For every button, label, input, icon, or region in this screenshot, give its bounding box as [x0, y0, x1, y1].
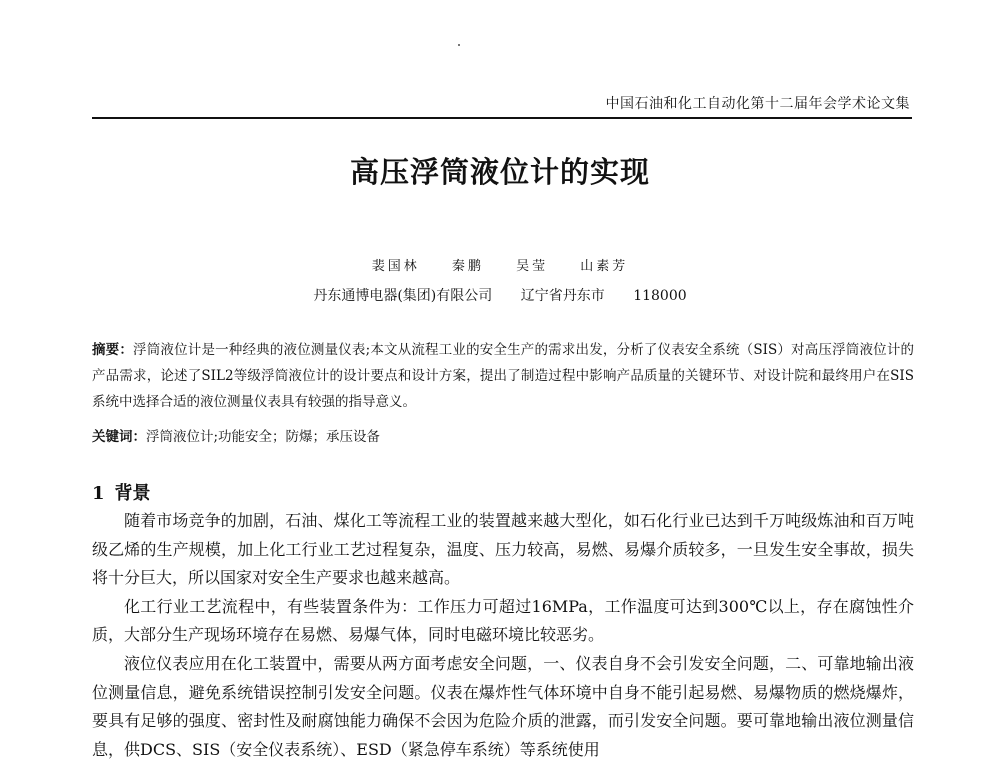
abstract-text: 浮筒液位计是一种经典的液位测量仪表;本文从流程工业的安全生产的需求出发，分析了仪表安全系统（SIS）对高压浮筒液位计的产品需求，论述了SIL2等级浮筒液位计的设计要点和设计方案，提出了制造过程中影响产品质量的关键环节、对设计院和最终用户在SIS系统中选择合适的液位测量仪表具有较强的指导意义。 — [92, 342, 914, 410]
section-title: 背景 — [114, 483, 151, 504]
keywords — [92, 425, 914, 449]
author-name: 吴莹 — [516, 259, 549, 274]
body-paragraph: 化工行业工艺流程中，有些装置条件为：工作压力可超过16MPa，工作温度可达到300℃以上，存在腐蚀性介质，大部分生产现场环境存在易燃、易爆气体，同时电磁环境比较恶劣。 — [92, 596, 914, 645]
author-name: 裴国林 — [371, 259, 420, 274]
body-paragraph: 液位仪表应用在化工装置中，需要从两方面考虑安全问题，一、仪表自身不会引发安全问题，二、可靠地输出液位测量信息，避免系统错误控制引发安全问题。仪表在爆炸性气体环境中自身不能引起易燃、易爆物质的燃烧爆炸，要具有足够的强度、密封性及耐腐蚀能力确保不会因为危险介质的泄露，而引发安全问题。要可靠地输出液位测量信息，供DCS、SIS（安全仪表系统）、ESD（紧急停车系统）等系统使用 — [92, 653, 914, 759]
section-body — [92, 507, 914, 764]
scan-speck — [458, 44, 460, 46]
affiliation-place: 辽宁省丹东市 — [520, 288, 605, 304]
body-paragraph: 随着市场竞争的加剧，石油、煤化工等流程工业的装置越来越大型化，如石化行业已达到千万吨级炼油和百万吨级乙烯的生产规模，加上化工行业工艺过程复杂，温度、压力较高，易燃、易爆介质较多，一旦发生安全事故，损失将十分巨大，所以国家对安全生产要求也越来越高。 — [92, 511, 914, 588]
abstract-label: 摘要： — [92, 342, 134, 358]
abstract — [92, 337, 914, 415]
section-heading — [92, 479, 151, 505]
affiliation-org: 丹东通博电器(集团)有限公司 — [313, 288, 493, 304]
paper-title: 高压浮筒液位计的实现 — [349, 155, 650, 189]
author-name: 秦鹏 — [451, 259, 484, 274]
author-list — [0, 255, 1000, 274]
header-rule — [92, 117, 912, 119]
keywords-label: 关键词： — [92, 429, 146, 445]
section-number: 1 — [92, 483, 105, 504]
author-name: 山素芳 — [580, 259, 629, 274]
affiliation-postcode: 118000 — [633, 288, 687, 304]
keywords-text: 浮筒液位计;功能安全；防爆；承压设备 — [146, 429, 381, 445]
running-head: 中国石油和化工自动化第十二届年会学术论文集 — [605, 96, 910, 112]
affiliation — [0, 285, 1000, 305]
